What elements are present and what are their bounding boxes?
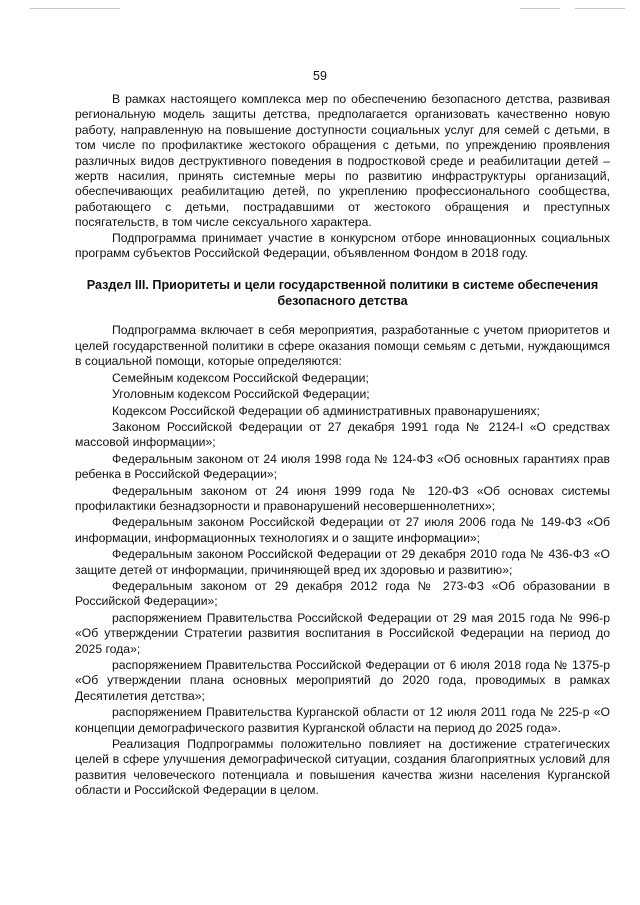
law-list-item: Федеральным законом от 29 декабря 2012 года № 273-ФЗ «Об образовании в Российской Федерации»; [75, 578, 610, 609]
scan-artifact-line [30, 8, 120, 9]
law-list-item: распоряжением Правительства Российской Федерации от 6 июля 2018 года № 1375-р «Об утверждении плана основных мероприятий до 2020 года, проводимых в рамках Десятилетия детства»; [75, 658, 610, 703]
law-list-item: Уголовным кодексом Российской Федерации; [112, 387, 370, 402]
law-list-item: Федеральным законом от 24 июня 1999 года № 120-ФЗ «Об основах системы профилактики безнадзорности и правонарушений несовершеннолетних»; [75, 483, 610, 513]
page-number: 59 [313, 69, 327, 83]
section-heading: Раздел III. Приоритеты и цели государственной политики в системе обеспечения безопасного детства [86, 278, 599, 309]
law-list-item: Законом Российской Федерации от 27 декабря 1991 года № 2124-I «О средствах массовой информации»; [75, 419, 610, 450]
law-list-item: Федеральным законом от 24 июля 1998 года № 124-ФЗ «Об основных гарантиях прав ребенка в Российской Федерации»; [75, 451, 610, 482]
scan-artifact-line [575, 8, 625, 9]
law-list-item: Кодексом Российской Федерации об административных правонарушениях; [112, 403, 540, 418]
paragraph: В рамках настоящего комплекса мер по обеспечению безопасного детства, развивая региональную модель защиты детства, предполагается организовать качественно новую работу, направленную на повышение доступности социальных услуг для семей с детьми, в том числе по профилактике жестокого обращения с детьми, по упреждению проявления различных видов деструктивного поведения в подростковой среде и реабилитации детей – жертв насилия, принять системные меры по развитию инфраструктуры организаций, обеспечивающих реабилитацию детей, по укреплению профессионального сообщества, работающего с детьми, пострадавшими от жестокого обращения и преступных посягательств, в том числе сексуального характера. [75, 92, 610, 230]
law-list-item: Федеральным законом Российской Федерации от 27 июля 2006 года № 149-ФЗ «Об информации, информационных технологиях и о защите информации»; [75, 515, 610, 545]
paragraph-intro: Подпрограмма включает в себя мероприятия, разработанные с учетом приоритетов и целей государственной политики в сфере оказания помощи семьям с детьми, нуждающимся в социальной помощи, которые определяются: [75, 323, 610, 369]
paragraph: Подпрограмма принимает участие в конкурсном отборе инновационных социальных программ субъектов Российской Федерации, объявленном Фондом в 2018 году. [75, 230, 610, 261]
law-list-item: распоряжением Правительства Российской Федерации от 29 мая 2015 года № 996-р «Об утверждении Стратегии развития воспитания в Российской Федерации на период до 2025 года»; [75, 610, 610, 656]
paragraph-conclusion: Реализация Подпрограммы положительно повлияет на достижение стратегических целей в сфере улучшения демографической ситуации, создания благоприятных условий для развития человеческого потенциала и повышения качества жизни населения Курганской области и Российской Федерации в целом. [75, 737, 610, 798]
document-body [75, 92, 610, 799]
law-list-item: Семейным кодексом Российской Федерации; [112, 370, 369, 385]
law-list-item: распоряжением Правительства Курганской области от 12 июля 2011 года № 225-р «О концепции демографического развития Курганской области на период до 2025 года». [75, 705, 610, 735]
scan-artifact-line [520, 8, 560, 9]
law-list-item: Федеральным законом Российской Федерации от 29 декабря 2010 года № 436-ФЗ «О защите детей от информации, причиняющей вред их здоровью и развитию»; [75, 547, 610, 577]
